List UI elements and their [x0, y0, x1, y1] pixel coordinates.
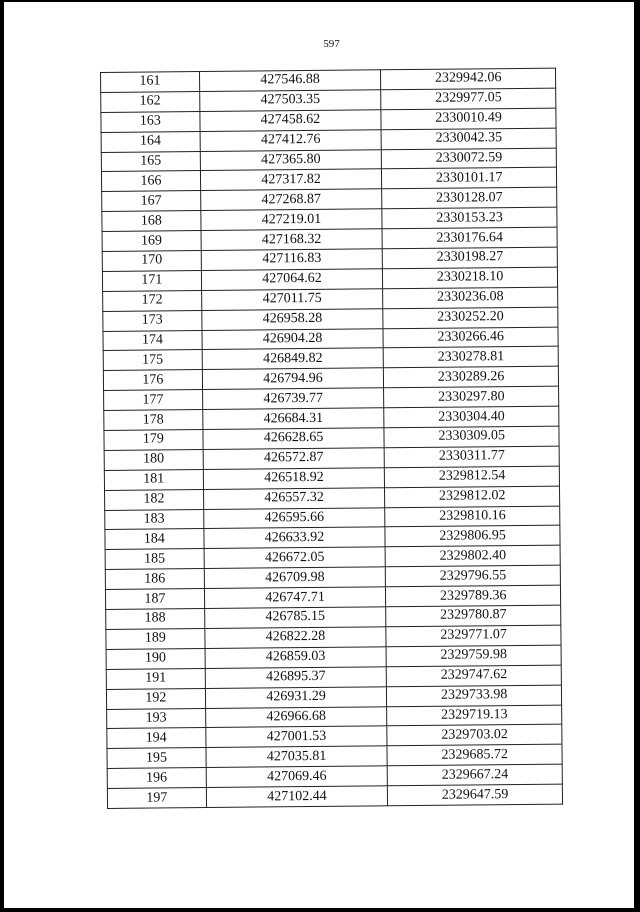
- x-coordinate-cell: 426895.37: [205, 666, 387, 688]
- coordinate-table-body: [101, 68, 563, 808]
- x-coordinate-cell: 426747.71: [204, 587, 386, 609]
- x-coordinate-cell: 426633.92: [204, 527, 386, 549]
- x-coordinate-cell: 427064.62: [201, 269, 383, 291]
- x-coordinate-cell: 426931.29: [205, 686, 387, 708]
- y-coordinate-cell: 2330198.27: [383, 247, 558, 269]
- x-coordinate-cell: 426672.05: [204, 547, 386, 569]
- y-coordinate-cell: 2330309.05: [384, 426, 559, 448]
- point-number-cell: 176: [103, 370, 202, 391]
- point-number-cell: 195: [107, 748, 206, 769]
- x-coordinate-cell: 427102.44: [206, 786, 388, 808]
- point-number-cell: 184: [105, 529, 204, 550]
- y-coordinate-cell: 2329733.98: [387, 685, 562, 707]
- x-coordinate-cell: 426849.82: [202, 348, 384, 370]
- x-coordinate-cell: 427116.83: [201, 249, 383, 271]
- y-coordinate-cell: 2330072.59: [382, 148, 557, 170]
- x-coordinate-cell: 427011.75: [201, 289, 383, 311]
- x-coordinate-cell: 427168.32: [201, 229, 383, 251]
- point-number-cell: 177: [104, 390, 203, 411]
- y-coordinate-cell: 2329703.02: [387, 724, 562, 746]
- y-coordinate-cell: 2329719.13: [387, 705, 562, 727]
- y-coordinate-cell: 2329812.02: [385, 486, 560, 508]
- x-coordinate-cell: 426595.66: [203, 507, 385, 529]
- y-coordinate-cell: 2329789.36: [386, 585, 561, 607]
- point-number-cell: 161: [101, 72, 200, 93]
- coordinate-table: [100, 68, 563, 809]
- x-coordinate-cell: 426557.32: [203, 487, 385, 509]
- x-coordinate-cell: 427412.76: [200, 129, 382, 151]
- y-coordinate-cell: 2329942.06: [381, 68, 556, 90]
- y-coordinate-cell: 2330289.26: [384, 366, 559, 388]
- x-coordinate-cell: 426958.28: [202, 308, 384, 330]
- y-coordinate-cell: 2330010.49: [381, 108, 556, 130]
- page-number: 597: [323, 38, 340, 50]
- point-number-cell: 163: [101, 111, 200, 132]
- point-number-cell: 169: [102, 231, 201, 252]
- point-number-cell: 183: [105, 509, 204, 530]
- point-number-cell: 192: [106, 688, 205, 709]
- x-coordinate-cell: 426904.28: [202, 328, 384, 350]
- y-coordinate-cell: 2329977.05: [381, 88, 556, 110]
- x-coordinate-cell: 426966.68: [205, 706, 387, 728]
- x-coordinate-cell: 427035.81: [206, 746, 388, 768]
- x-coordinate-cell: 427503.35: [199, 90, 381, 112]
- x-coordinate-cell: 426822.28: [205, 627, 387, 649]
- coordinate-table-wrapper: [100, 68, 563, 809]
- point-number-cell: 179: [104, 430, 203, 451]
- y-coordinate-cell: 2329802.40: [385, 545, 560, 567]
- y-coordinate-cell: 2330278.81: [383, 347, 558, 369]
- x-coordinate-cell: 427069.46: [206, 766, 388, 788]
- point-number-cell: 164: [101, 131, 200, 152]
- point-number-cell: 171: [102, 270, 201, 291]
- point-number-cell: 187: [105, 589, 204, 610]
- point-number-cell: 189: [106, 628, 205, 649]
- x-coordinate-cell: 427458.62: [200, 110, 382, 132]
- y-coordinate-cell: 2330236.08: [383, 287, 558, 309]
- point-number-cell: 180: [104, 449, 203, 470]
- y-coordinate-cell: 2330153.23: [382, 207, 557, 229]
- y-coordinate-cell: 2330042.35: [381, 128, 556, 150]
- point-number-cell: 165: [101, 151, 200, 172]
- y-coordinate-cell: 2330311.77: [384, 446, 559, 468]
- y-coordinate-cell: 2330128.07: [382, 187, 557, 209]
- y-coordinate-cell: 2329685.72: [387, 744, 562, 766]
- y-coordinate-cell: 2329759.98: [386, 645, 561, 667]
- document-page: [4, 2, 634, 908]
- point-number-cell: 185: [105, 549, 204, 570]
- point-number-cell: 162: [101, 91, 200, 112]
- y-coordinate-cell: 2329747.62: [387, 665, 562, 687]
- x-coordinate-cell: 427546.88: [199, 70, 381, 92]
- point-number-cell: 191: [106, 668, 205, 689]
- point-number-cell: 188: [106, 609, 205, 630]
- y-coordinate-cell: 2329806.95: [385, 526, 560, 548]
- x-coordinate-cell: 426785.15: [204, 607, 386, 629]
- x-coordinate-cell: 427001.53: [206, 726, 388, 748]
- point-number-cell: 174: [103, 330, 202, 351]
- point-number-cell: 173: [103, 310, 202, 331]
- y-coordinate-cell: 2330266.46: [383, 327, 558, 349]
- point-number-cell: 193: [107, 708, 206, 729]
- x-coordinate-cell: 426518.92: [203, 468, 385, 490]
- point-number-cell: 168: [102, 211, 201, 232]
- point-number-cell: 186: [105, 569, 204, 590]
- x-coordinate-cell: 427219.01: [201, 209, 383, 231]
- y-coordinate-cell: 2329780.87: [386, 605, 561, 627]
- y-coordinate-cell: 2329667.24: [388, 764, 563, 786]
- table-row: [107, 784, 562, 808]
- y-coordinate-cell: 2329647.59: [388, 784, 563, 806]
- point-number-cell: 181: [104, 469, 203, 490]
- x-coordinate-cell: 426572.87: [203, 448, 385, 470]
- point-number-cell: 197: [107, 788, 206, 809]
- point-number-cell: 182: [105, 489, 204, 510]
- point-number-cell: 167: [102, 191, 201, 212]
- y-coordinate-cell: 2329810.16: [385, 506, 560, 528]
- x-coordinate-cell: 426859.03: [205, 647, 387, 669]
- y-coordinate-cell: 2330297.80: [384, 386, 559, 408]
- y-coordinate-cell: 2330304.40: [384, 406, 559, 428]
- y-coordinate-cell: 2329771.07: [386, 625, 561, 647]
- y-coordinate-cell: 2330218.10: [383, 267, 558, 289]
- x-coordinate-cell: 427268.87: [200, 189, 382, 211]
- x-coordinate-cell: 426709.98: [204, 567, 386, 589]
- x-coordinate-cell: 426628.65: [203, 428, 385, 450]
- y-coordinate-cell: 2330252.20: [383, 307, 558, 329]
- point-number-cell: 178: [104, 410, 203, 431]
- point-number-cell: 196: [107, 768, 206, 789]
- x-coordinate-cell: 427365.80: [200, 149, 382, 171]
- point-number-cell: 172: [103, 290, 202, 311]
- point-number-cell: 166: [101, 171, 200, 192]
- point-number-cell: 175: [103, 350, 202, 371]
- point-number-cell: 194: [107, 728, 206, 749]
- x-coordinate-cell: 427317.82: [200, 169, 382, 191]
- x-coordinate-cell: 426684.31: [202, 408, 384, 430]
- point-number-cell: 190: [106, 648, 205, 669]
- y-coordinate-cell: 2329812.54: [385, 466, 560, 488]
- y-coordinate-cell: 2329796.55: [386, 565, 561, 587]
- point-number-cell: 170: [102, 251, 201, 272]
- y-coordinate-cell: 2330176.64: [382, 227, 557, 249]
- x-coordinate-cell: 426739.77: [202, 388, 384, 410]
- y-coordinate-cell: 2330101.17: [382, 168, 557, 190]
- x-coordinate-cell: 426794.96: [202, 368, 384, 390]
